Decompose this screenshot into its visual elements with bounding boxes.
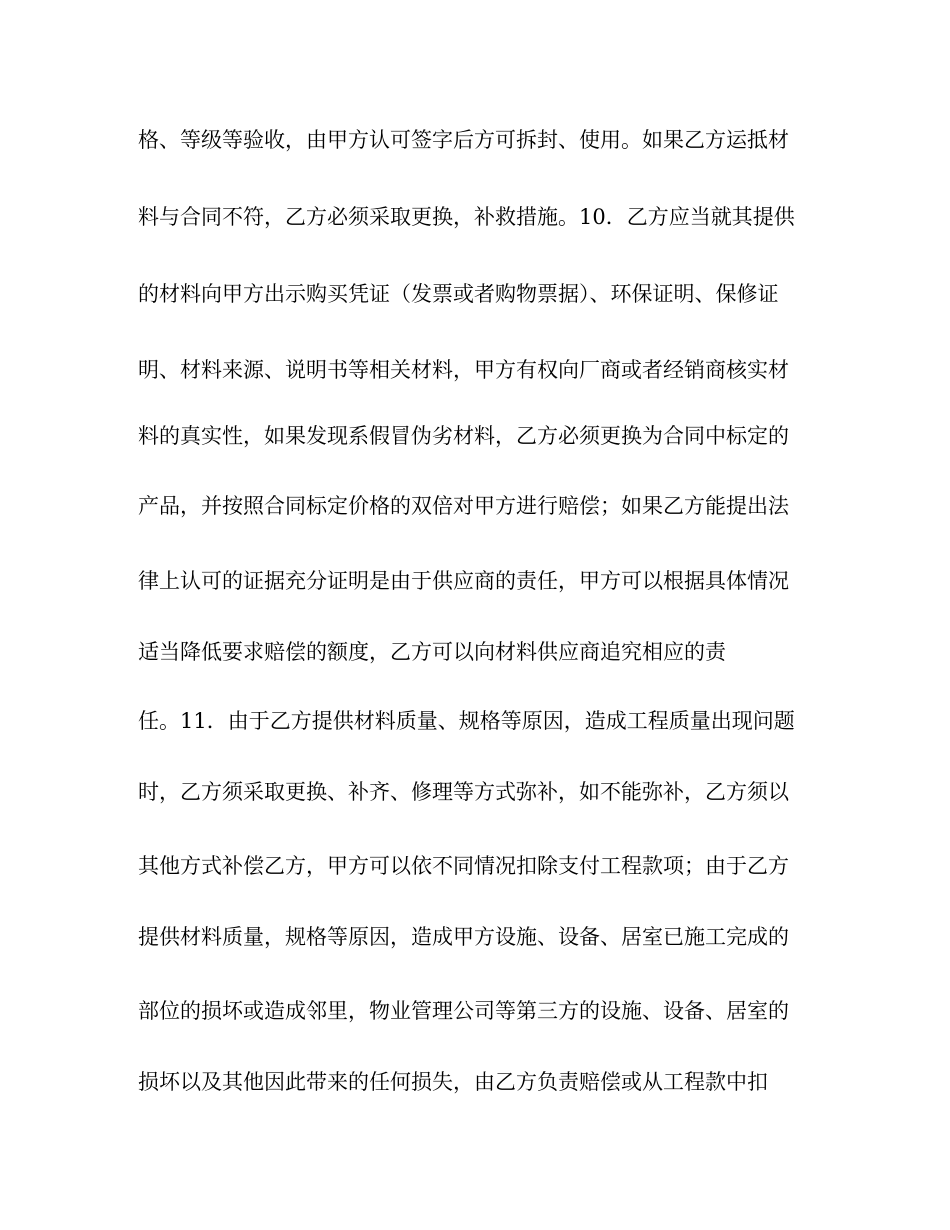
text-line: 适当降低要求赔偿的额度，乙方可以向材料供应商追究相应的责	[138, 640, 726, 664]
text-line: 料与合同不符，乙方必须采取更换，补救措施。10．乙方应当就其提供	[138, 205, 795, 229]
text-line: 时，乙方须采取更换、补齐、修理等方式弥补，如不能弥补，乙方须以	[138, 780, 789, 804]
text-line: 产品，并按照合同标定价格的双倍对甲方进行赔偿；如果乙方能提出法	[138, 494, 789, 518]
text-line: 损坏以及其他因此带来的任何损失，由乙方负责赔偿或从工程款中扣	[138, 1070, 768, 1094]
text-line: 律上认可的证据充分证明是由于供应商的责任，甲方可以根据具体情况	[138, 569, 789, 593]
text-line: 提供材料质量，规格等原因，造成甲方设施、设备、居室已施工完成的	[138, 925, 789, 949]
text-line: 部位的损坏或造成邻里，物业管理公司等第三方的设施、设备、居室的	[138, 999, 789, 1023]
text-line: 任。11．由于乙方提供材料质量、规格等原因，造成工程质量出现问题	[138, 709, 795, 733]
text-line: 格、等级等验收，由甲方认可签字后方可拆封、使用。如果乙方运抵材	[138, 128, 789, 152]
text-line: 明、材料来源、说明书等相关材料，甲方有权向厂商或者经销商核实材	[138, 358, 789, 382]
text-line: 料的真实性，如果发现系假冒伪劣材料，乙方必须更换为合同中标定的	[138, 424, 789, 448]
text-line: 其他方式补偿乙方，甲方可以依不同情况扣除支付工程款项；由于乙方	[138, 854, 789, 878]
text-line: 的材料向甲方出示购买凭证（发票或者购物票据）、环保证明、保修证	[138, 282, 779, 306]
